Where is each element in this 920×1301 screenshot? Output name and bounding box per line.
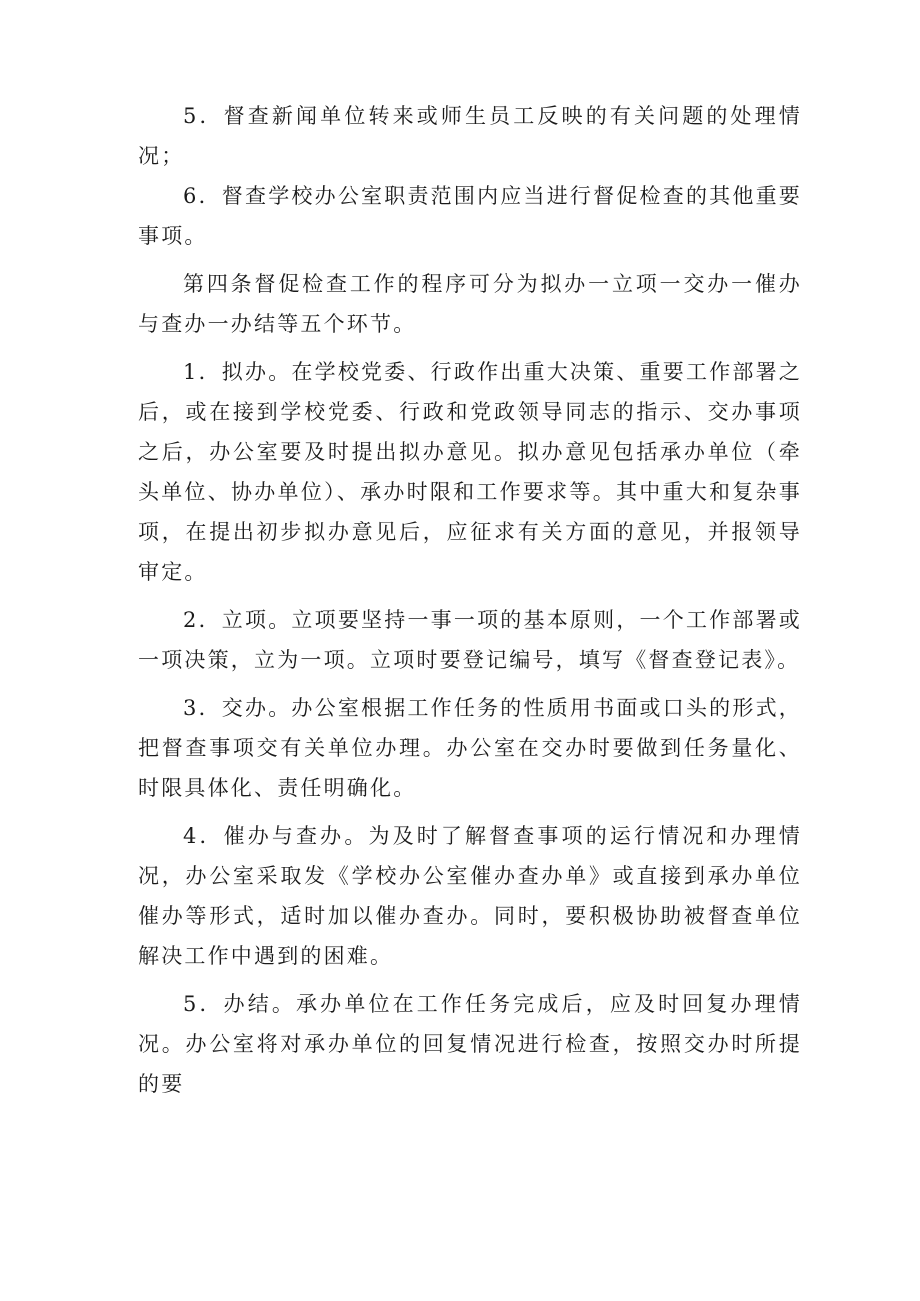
paragraph-step-3-assign: 3．交办。办公室根据工作任务的性质用书面或口头的形式，把督查事项交有关单位办理。办公室在交办时要做到任务量化、时限具体化、责任明确化。 [138, 696, 802, 800]
paragraph-step-4-urge: 4．催办与查办。为及时了解督查事项的运行情况和办理情况，办公室采取发《学校办公室催办查办单》或直接到承办单位催办等形式，适时加以催办查办。同时，要积极协助被督查单位解决工作中遇到的困难。 [138, 824, 802, 968]
paragraph-item-6-other-matters: 6．督查学校办公室职责范围内应当进行督促检查的其他重要事项。 [138, 184, 802, 248]
paragraph-step-5-close: 5．办结。承办单位在工作任务完成后，应及时回复办理情况。办公室将对承办单位的回复情况进行检查，按照交办时所提的要 [138, 992, 802, 1096]
document-body [138, 96, 802, 1104]
paragraph-step-2-register: 2．立项。立项要坚持一事一项的基本原则，一个工作部署或一项决策，立为一项。立项时要登记编号，填写《督查登记表》。 [138, 608, 802, 672]
paragraph-item-5-news-issues: 5．督查新闻单位转来或师生员工反映的有关问题的处理情况； [138, 104, 802, 168]
paragraph-article-4: 第四条督促检查工作的程序可分为拟办一立项一交办一催办与查办一办结等五个环节。 [138, 272, 802, 336]
paragraph-step-1-draft: 1．拟办。在学校党委、行政作出重大决策、重要工作部署之后，或在接到学校党委、行政和党政领导同志的指示、交办事项之后，办公室要及时提出拟办意见。拟办意见包括承办单位（牵头单位、协办单位）、承办时限和工作要求等。其中重大和复杂事项，在提出初步拟办意见后，应征求有关方面的意见，并报领导审定。 [138, 360, 802, 584]
